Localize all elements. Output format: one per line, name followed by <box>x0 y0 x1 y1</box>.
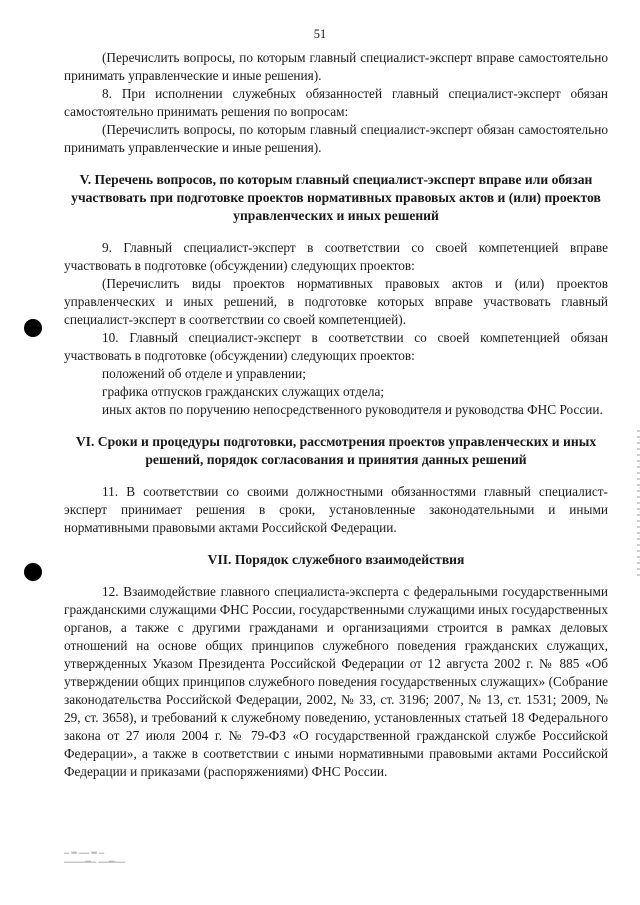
paragraph-12: 12. Взаимодействие главного специалиста-эксперта с федеральными государственными гражданскими служащими ФНС России, государственными служащими иных государственных органов, а также с другими гражданами и организациями строится в рамках деловых отношений на основе общих принципов служебного поведения гражданских служащих, утвержденных Указом Президента Российской Федерации от 12 августа 2002 г. № 885 «Об утверждении общих принципов служебного поведения государственных служащих» (Собрание законодательства Российской Федерации, 2002, № 33, ст. 3196; 2007, № 13, ст. 1531; 2009, № 29, ст. 3658), и требований к служебному поведению, установленных статьей 18 Федерального закона от 27 июля 2004 г. № 79-ФЗ «О государственной гражданской службе Российской Федерации», а также в соответствии с иными нормативными правовыми актами Российской Федерации и приказами (распоряжениями) ФНС России. <box>64 584 608 779</box>
section-heading-vii: VII. Порядок служебного взаимодействия <box>207 552 465 567</box>
section-heading-v: V. Перечень вопросов, по которым главный специалист-эксперт вправе или обязан участвовать при подготовке проектов нормативных правовых актов и (или) проектов управленческих и иных решений <box>71 172 601 223</box>
section-heading-vi: VI. Сроки и процедуры подготовки, рассмотрения проектов управленческих и иных решений, порядок согласования и принятия данных решений <box>75 434 597 467</box>
paragraph-11: 11. В соответствии со своими должностными обязанностями главный специалист-эксперт принимает решения в сроки, установленные законодательными и иными нормативными правовыми актами Российской Федерации. <box>64 484 608 535</box>
paragraph-8: 8. При исполнении служебных обязанностей главный специалист-эксперт обязан самостоятельно принимать решения по вопросам: <box>64 86 608 119</box>
document-body <box>64 49 608 781</box>
faint-stamp-mark: ▁ ▂ ▁▁ ▂ ▁ ▁▁▁▁▂▁ ▁▁▂▁▁ <box>64 847 126 863</box>
paragraph: (Перечислить виды проектов нормативных правовых актов и (или) проектов управленческих и иных решений, в подготовке которых вправе участвовать главный специалист-эксперт в соответствии со своей компетенцией). <box>64 276 608 327</box>
punch-hole-mark <box>24 563 42 581</box>
paragraph: (Перечислить вопросы, по которым главный специалист-эксперт вправе самостоятельно принимать управленческие и иные решения). <box>64 50 608 83</box>
paragraph-10: 10. Главный специалист-эксперт в соответствии со своей компетенцией обязан участвовать в подготовке (обсуждении) следующих проектов: <box>64 330 608 363</box>
list-item: положений об отделе и управлении; <box>102 366 306 381</box>
page-number: 51 <box>313 27 327 41</box>
paragraph-9: 9. Главный специалист-эксперт в соответствии со своей компетенцией вправе участвовать в подготовке (обсуждении) следующих проектов: <box>64 240 608 273</box>
paragraph: (Перечислить вопросы, по которым главный специалист-эксперт обязан самостоятельно принимать управленческие и иные решения). <box>64 122 608 155</box>
list-item: графика отпусков гражданских служащих отдела; <box>102 384 385 399</box>
list-item: иных актов по поручению непосредственного руководителя и руководства ФНС России. <box>102 402 603 417</box>
punch-hole-mark <box>24 319 42 337</box>
